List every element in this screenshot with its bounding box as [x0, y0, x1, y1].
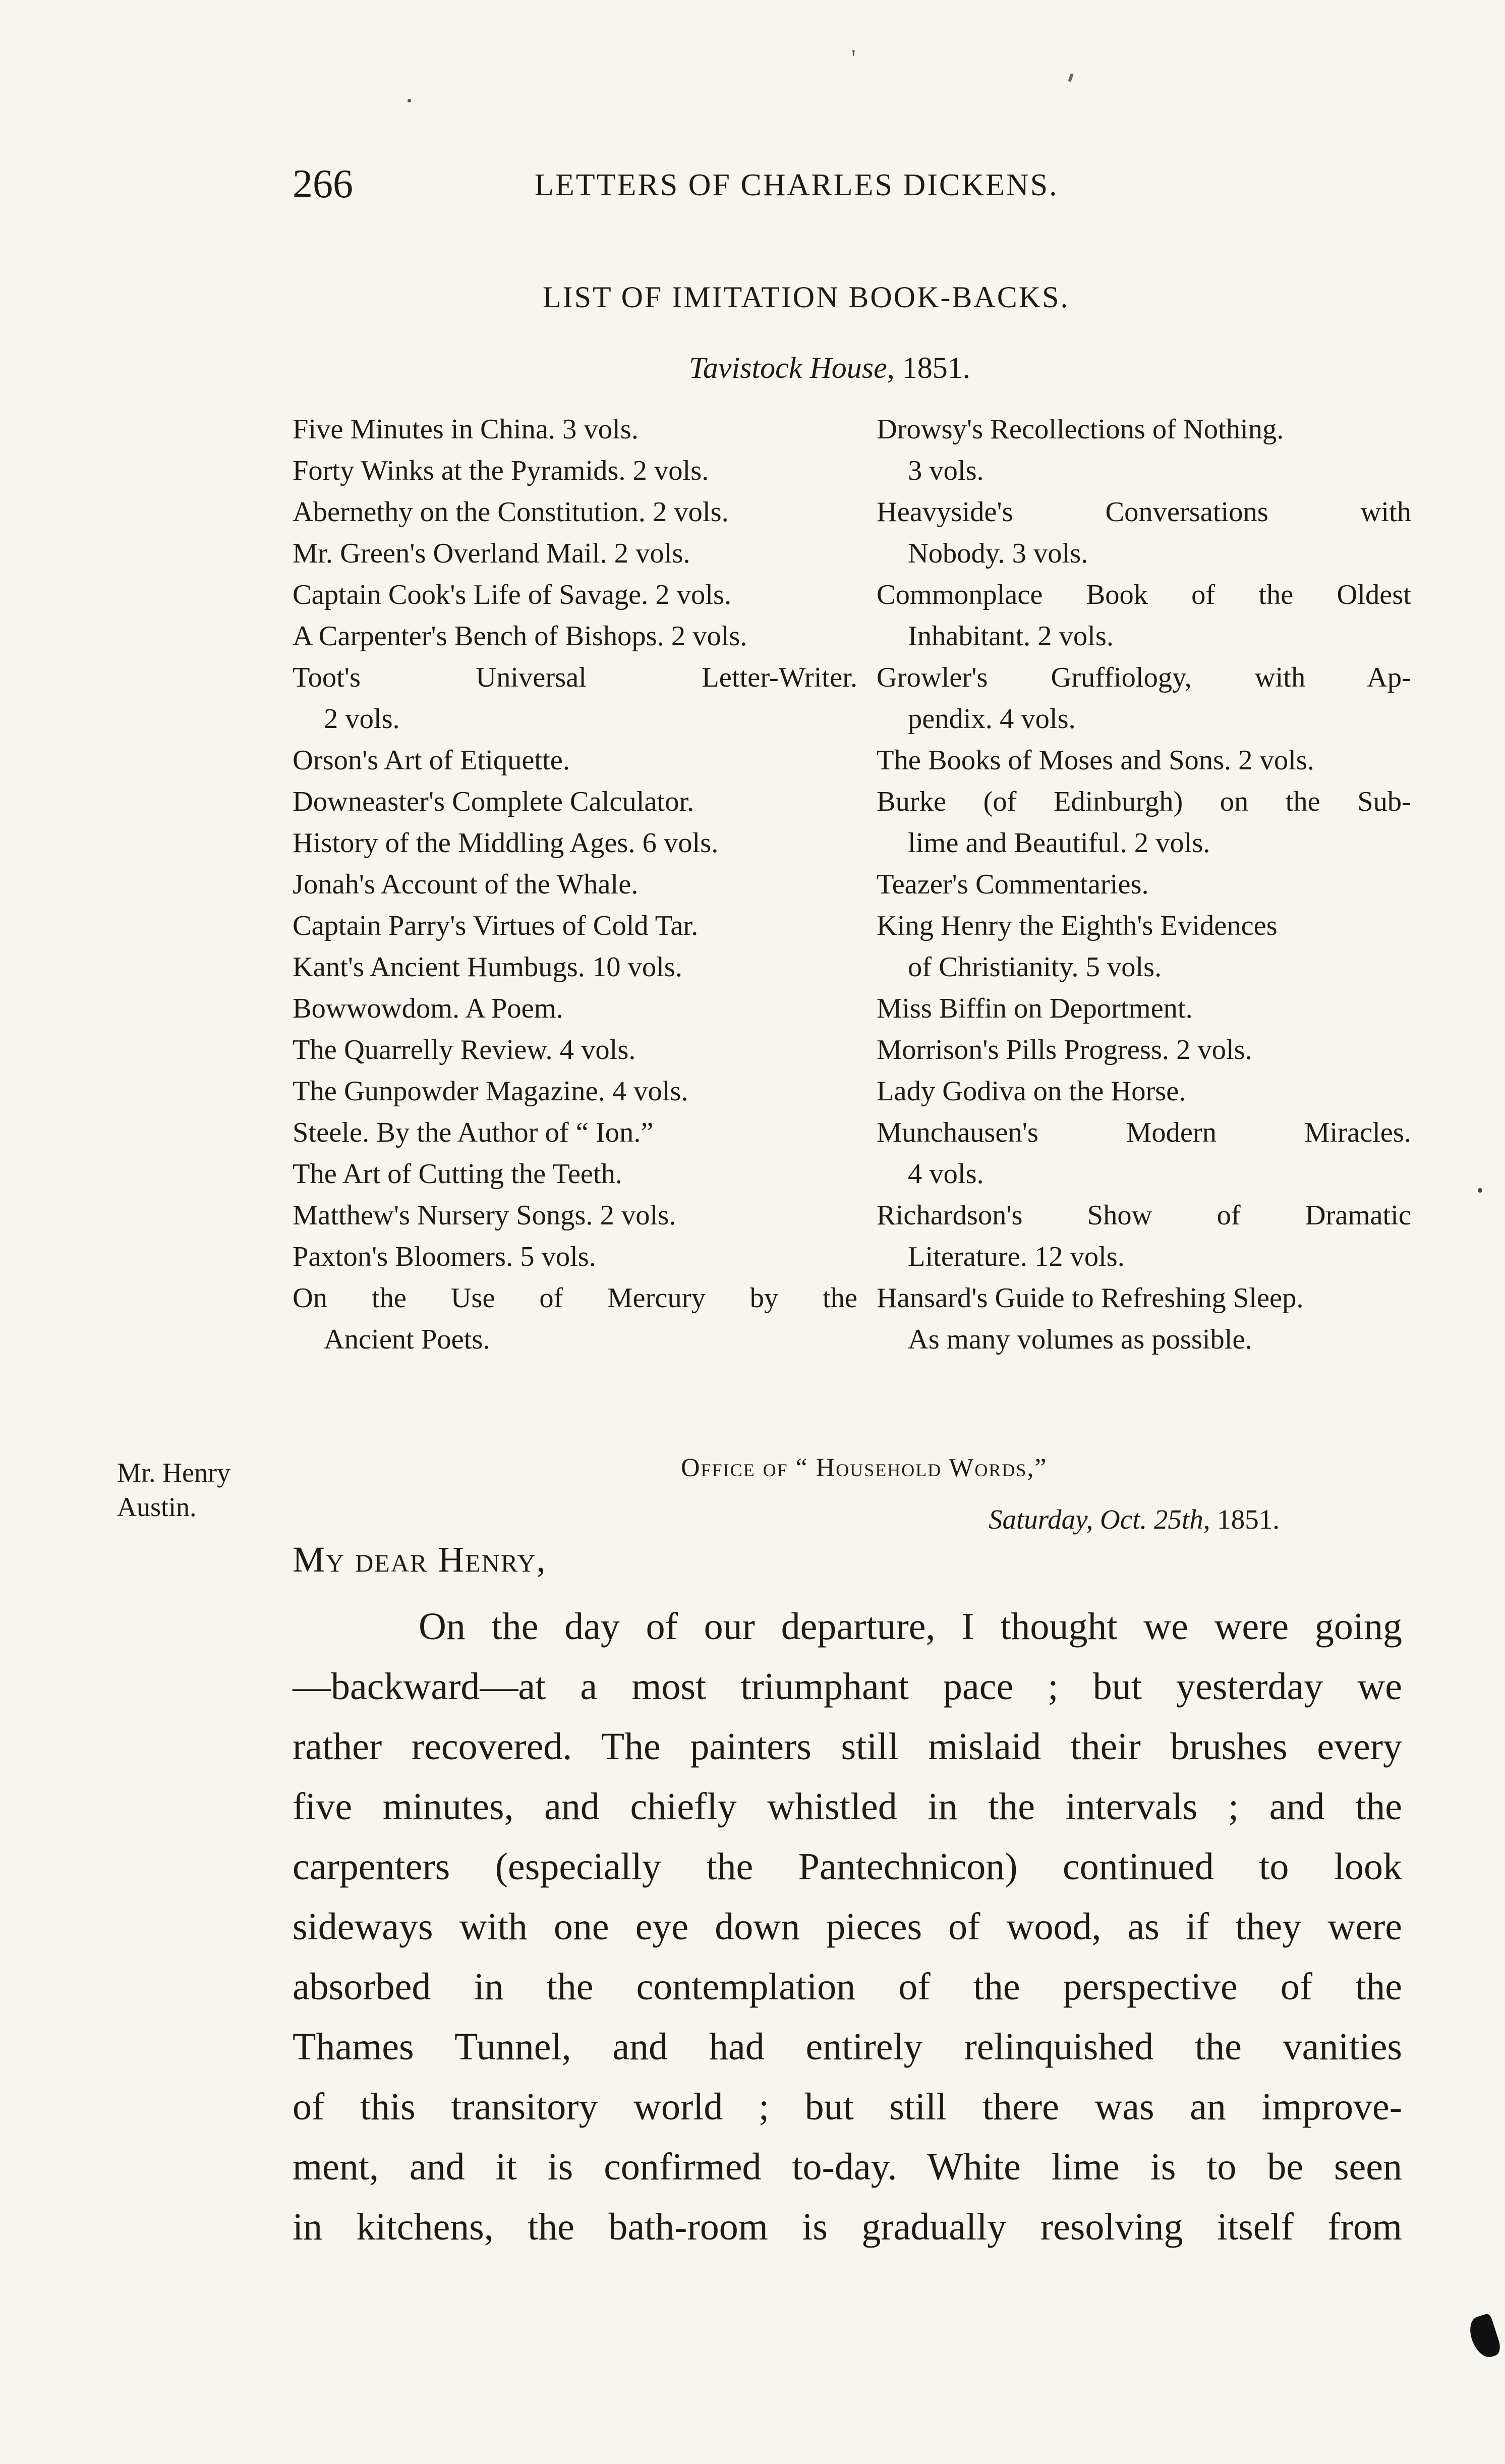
list-entry-line: of Christianity. 5 vols.	[908, 951, 1162, 983]
letter-date-year: 1851.	[1210, 1504, 1280, 1535]
body-line: Thames Tunnel, and had entirely relinquished the vanities	[293, 2026, 1402, 2068]
body-line: —backward—at a most triumphant pace ; but yesterday we	[293, 1665, 1402, 1708]
list-entry-line: Nobody. 3 vols.	[908, 538, 1088, 569]
running-header	[293, 161, 1190, 212]
list-entry-line: History of the Middling Ages. 6 vols.	[293, 827, 719, 859]
list-entry-line: Drowsy's Recollections of Nothing.	[877, 414, 1284, 445]
body-line: absorbed in the contemplation of the perspective of the	[293, 1966, 1402, 2008]
body-line: of this transitory world ; but still there was an improve-	[293, 2086, 1402, 2128]
list-entry-line: Kant's Ancient Humbugs. 10 vols.	[293, 951, 682, 983]
body-line: On the day of our departure, I thought we were going	[419, 1605, 1402, 1648]
list-entry-line: Captain Cook's Life of Savage. 2 vols.	[293, 579, 732, 610]
right-column-list	[877, 409, 1411, 1360]
list-entry-line: Orson's Art of Etiquette.	[293, 745, 570, 776]
list-entry-line: The Gunpowder Magazine. 4 vols.	[293, 1076, 688, 1107]
list-entry-line: Heavyside's Conversations with	[877, 496, 1411, 528]
stray-mark	[408, 99, 411, 102]
letter-salutation: My dear Henry,	[293, 1539, 547, 1580]
list-entry-line: Morrison's Pills Progress. 2 vols.	[877, 1034, 1252, 1066]
list-entry-line: Jonah's Account of the Whale.	[293, 869, 639, 900]
list-entry-line: Growler's Gruffiology, with Ap-	[877, 662, 1411, 693]
list-entry-line: 2 vols.	[324, 703, 400, 735]
list-entry-line: The Quarrelly Review. 4 vols.	[293, 1034, 636, 1066]
list-entry-line: Captain Parry's Virtues of Cold Tar.	[293, 910, 699, 941]
ink-blot	[1466, 2313, 1503, 2361]
body-line: ment, and it is confirmed to-day. White lime is to be seen	[293, 2146, 1402, 2188]
list-entry-line: Teazer's Commentaries.	[877, 869, 1149, 900]
dateline-year: , 1851.	[887, 351, 970, 384]
letter-body	[293, 1597, 1402, 2257]
list-entry-line: 4 vols.	[908, 1158, 984, 1190]
letter-date	[989, 1503, 1280, 1535]
list-entry-line: On the Use of Mercury by the	[293, 1282, 857, 1314]
list-entry-line: Miss Biffin on Deportment.	[877, 993, 1193, 1024]
body-line: carpenters (especially the Pantechnicon) continued to look	[293, 1845, 1402, 1888]
list-entry-line: Inhabitant. 2 vols.	[908, 621, 1114, 652]
list-entry-line: Munchausen's Modern Miracles.	[877, 1117, 1411, 1148]
list-entry-line: Paxton's Bloomers. 5 vols.	[293, 1241, 596, 1272]
stray-mark	[1478, 1188, 1482, 1193]
list-entry-line: Richardson's Show of Dramatic	[877, 1200, 1411, 1231]
body-line: sideways with one eye down pieces of wood, as if they were	[293, 1906, 1402, 1948]
list-entry-line: Forty Winks at the Pyramids. 2 vols.	[293, 455, 709, 486]
list-dateline	[689, 351, 970, 385]
list-entry-line: The Books of Moses and Sons. 2 vols.	[877, 745, 1314, 776]
letter-office-heading: Office of “ Household Words,”	[681, 1453, 1048, 1482]
list-entry-line: Commonplace Book of the Oldest	[877, 579, 1411, 610]
list-entry-line: Downeaster's Complete Calculator.	[293, 786, 694, 817]
list-entry-line: Matthew's Nursery Songs. 2 vols.	[293, 1200, 676, 1231]
dateline-place: Tavistock House	[689, 351, 887, 384]
list-entry-line: As many volumes as possible.	[908, 1324, 1252, 1355]
list-entry-line: King Henry the Eighth's Evidences	[877, 910, 1278, 941]
list-title: LIST OF IMITATION BOOK-BACKS.	[543, 281, 1070, 314]
running-title: LETTERS OF CHARLES DICKENS.	[535, 168, 1059, 202]
list-entry-line: The Art of Cutting the Teeth.	[293, 1158, 623, 1190]
list-entry-line: pendix. 4 vols.	[908, 703, 1076, 735]
list-entry-line: Literature. 12 vols.	[908, 1241, 1125, 1272]
list-entry-line: Ancient Poets.	[324, 1324, 490, 1355]
list-entry-line: Hansard's Guide to Refreshing Sleep.	[877, 1282, 1304, 1314]
list-entry-line: Bowwowdom. A Poem.	[293, 993, 563, 1024]
list-entry-line: 3 vols.	[908, 455, 984, 486]
list-entry-line: Toot's Universal Letter-Writer.	[293, 662, 857, 693]
body-line: rather recovered. The painters still mislaid their brushes every	[293, 1725, 1402, 1768]
body-line: five minutes, and chiefly whistled in the intervals ; and the	[293, 1785, 1402, 1828]
list-entry-line: Steele. By the Author of “ Ion.”	[293, 1117, 654, 1148]
list-entry-line: A Carpenter's Bench of Bishops. 2 vols.	[293, 621, 747, 652]
body-line: in kitchens, the bath-room is gradually resolving itself from	[293, 2206, 1402, 2248]
page-number: 266	[293, 162, 353, 206]
list-entry-line: lime and Beautiful. 2 vols.	[908, 827, 1210, 859]
list-entry-line: Mr. Green's Overland Mail. 2 vols.	[293, 538, 690, 569]
list-entry-line: Burke (of Edinburgh) on the Sub-	[877, 786, 1411, 817]
list-entry-line: Abernethy on the Constitution. 2 vols.	[293, 496, 729, 528]
list-entry-line: Five Minutes in China. 3 vols.	[293, 414, 639, 445]
margin-sidenote: Mr. Henry Austin.	[117, 1458, 230, 1522]
stray-mark	[1068, 73, 1073, 82]
letter-date-day: Saturday, Oct. 25th,	[989, 1504, 1210, 1535]
left-column-list	[293, 409, 857, 1360]
stray-mark: '	[851, 45, 856, 72]
list-entry-line: Lady Godiva on the Horse.	[877, 1076, 1186, 1107]
